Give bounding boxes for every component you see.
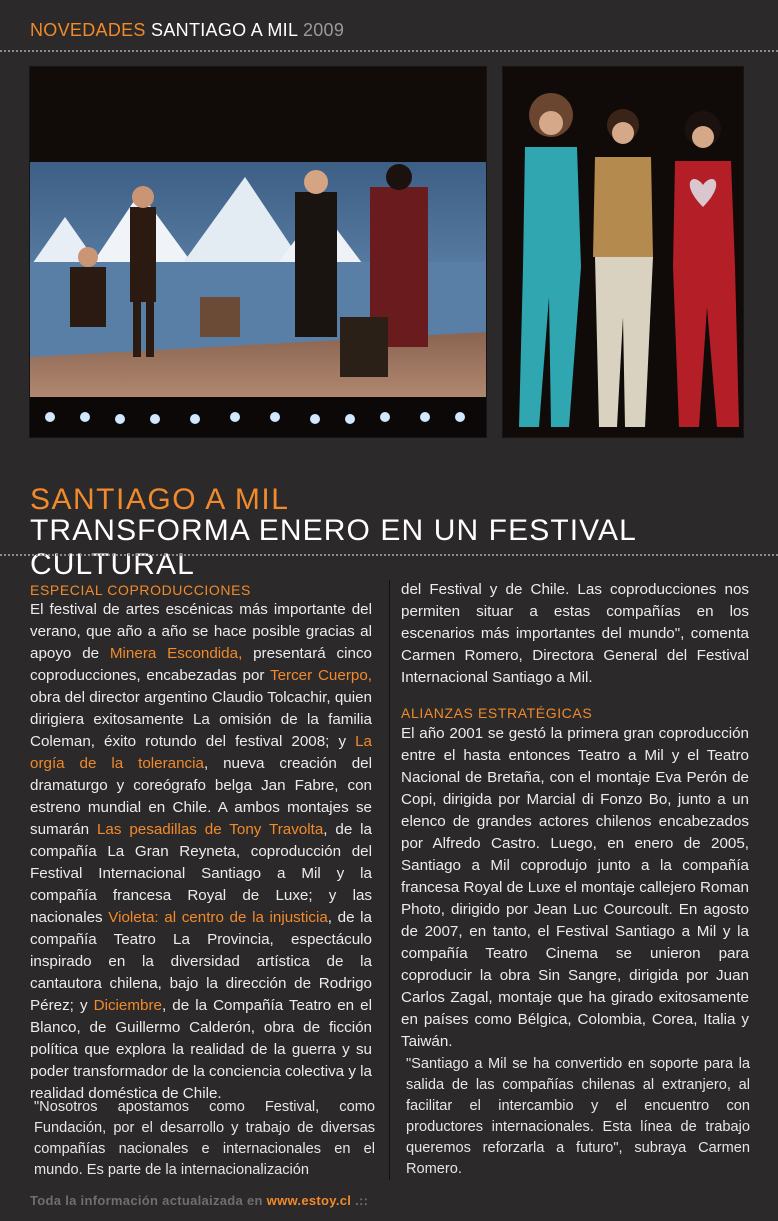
header-year: 2009: [302, 20, 345, 40]
section-title-alianzas: ALIANZAS ESTRATÉGICAS: [401, 705, 593, 721]
footer-url-link[interactable]: www.estoy.cl: [266, 1193, 352, 1208]
alianzas-paragraph: El año 2001 se gestó la primera gran coproducción entre el hasta entonces Teatro a Mil y el Teatro Nacional de Bretaña, con el montaje Eva Perón de Copi, dirigida por Marcial di Fonzo Bo, junto a un elenco de grandes actores chilenos encabezados por Alfredo Castro. Luego, en enero de 2005, Santiago a Mil coprodujo junto a la compañía francesa Royal de Luxe el montaje callejero Roman Photo, dirigido por Jean Luc Courcoult. En agosto de 2007, en tanto, el Festival Santiago a Mil y la compañía Teatro Cinema se unieron para coproducir la obra Sin Sangre, dirigida por Juan Carlos Zagal, montaje que ha girado exitosamente en países como Bélgica, Colombia, Corea, Italia y Taiwán.: [401, 725, 749, 1050]
footer: [30, 1193, 368, 1208]
right-quote: "Santiago a Mil se ha convertido en soporte para la salida de las compañías chilenas al extranjero, al facilitar el intercambio y el encuentro con productores internacionales. Esta línea de trabajo queremos reforzarla a futuro", subraya Carmen Romero.: [406, 1056, 750, 1177]
article-subtitle: TRANSFORMA ENERO EN UN FESTIVAL CULTURAL: [30, 514, 636, 581]
footer-text: Toda la información actualaizada en: [30, 1193, 267, 1208]
theatre-stage-photo: [29, 66, 487, 438]
footer-suffix: .::: [351, 1193, 369, 1208]
highlight-play-pesadillas: Las pesadillas de Tony Travolta: [96, 821, 324, 838]
article-title: SANTIAGO A MIL: [30, 483, 290, 516]
continuation-paragraph: del Festival y de Chile. Las coproducciones nos permiten situar a estas compañías en los escenarios más importantes del mundo", comenta Carmen Romero, Directora General del Festival Internacional Santiago a Mil.: [401, 581, 749, 686]
highlight-play-violeta: Violeta: al centro de la injusticia: [108, 909, 328, 926]
header-festival-name: SANTIAGO A MIL: [151, 20, 298, 40]
section-header: [30, 20, 344, 41]
highlight-sponsor: Minera Escondida,: [109, 645, 243, 662]
header-novedades: NOVEDADES: [30, 20, 146, 40]
highlight-play-tercer-cuerpo: Tercer Cuerpo,: [269, 667, 372, 684]
left-quote: "Nosotros apostamos como Festival, como Fundación, por el desarrollo y trabajo de diversas compañías nacionales e internacionales en el mundo. Es parte de la internacionalización: [34, 1099, 375, 1178]
title-divider: [0, 554, 778, 556]
header-divider: [0, 50, 778, 52]
body-paragraph: El festival de artes escénicas más importante del verano, que año a año se hace posible gracias al apoyo de Minera Escondida, presentará cinco coproducciones, encabezadas por Tercer Cuerpo, obra del director argentino Claudio Tolcachir, quien dirigiera exitosamente La omisión de la familia Coleman, éxito rotundo del festival 2008; y La orgía de la tolerancia, nueva creación del dramaturgo y coreógrafo belga Jan Fabre, con estreno mundial en Chile. A ambos montajes se sumarán Las pesadillas de Tony Travolta, de la compañía La Gran Reyneta, coproducción del Festival Internacional Santiago a Mil y la compañía francesa Royal de Luxe; y las nacionales Violeta: al centro de la injusticia, de la compañía Teatro La Provincia, espectáculo inspirado en la diversidad artística de la cantautora chilena, bajo la dirección de Rodrigo Pérez; y Diciembre, de la Compañía Teatro en el Blanco, de Guillermo Calderón, obra de ficción política que explora la realidad de la guerra y su poder transformador de la conciencia colectiva y la realidad doméstica de Chile.: [30, 601, 373, 1102]
column-divider: [389, 580, 390, 1180]
actors-costumes-photo: [502, 66, 744, 438]
left-column: [30, 581, 372, 1105]
highlight-play-diciembre: Diciembre: [93, 997, 162, 1014]
section-title-coproducciones: ESPECIAL COPRODUCCIONES: [30, 582, 251, 598]
highlight-play-orgia: La orgía de la tolerancia: [30, 733, 372, 772]
